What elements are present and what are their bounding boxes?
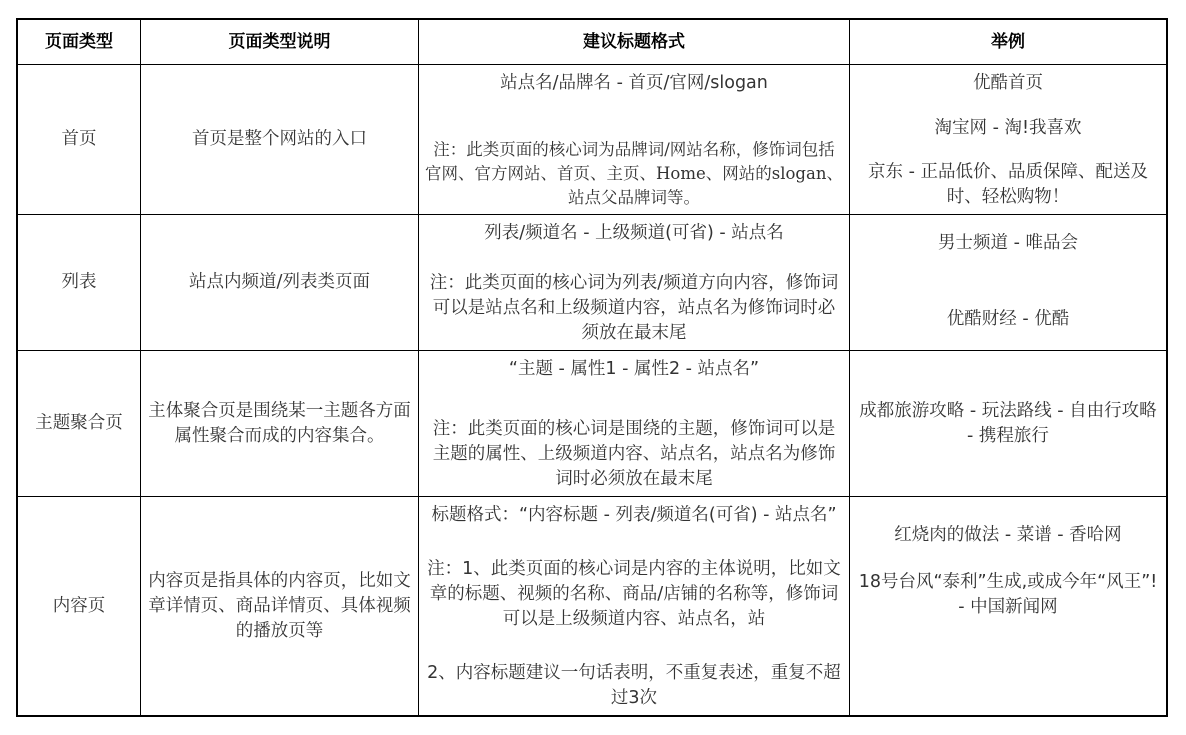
header-page-type: 页面类型: [18, 20, 141, 65]
example-item: 京东 - 正品低价、品质保障、配送及时、轻松购物！: [868, 162, 1148, 207]
example-item: 红烧肉的做法 - 菜谱 - 香哈网: [894, 525, 1122, 545]
row-topic-format: “主题 - 属性1 - 属性2 - 站点名”: [508, 359, 760, 379]
row-content-format: 标题格式：“内容标题 - 列表/频道名(可省) - 站点名”: [431, 505, 837, 525]
row-list-examples: [850, 215, 1166, 351]
row-list-type: 列表: [18, 215, 141, 351]
row-content-desc: 内容页是指具体的内容页，比如文章详情页、商品详情页、具体视频的播放页等: [141, 497, 419, 715]
row-content-type: 内容页: [18, 497, 141, 715]
seo-title-table: [16, 18, 1168, 717]
row-home-type: 首页: [18, 65, 141, 215]
header-example: 举例: [850, 20, 1166, 65]
example-item: 成都旅游攻略 - 玩法路线 - 自由行攻略 - 携程旅行: [859, 400, 1157, 446]
row-home-format-cell: [419, 65, 850, 215]
row-topic-examples: [850, 351, 1166, 497]
row-topic-format-cell: [419, 351, 850, 497]
row-home-format: 站点名/品牌名 - 首页/官网/slogan: [500, 73, 768, 93]
row-content-note: 注：1、此类页面的核心词是内容的主体说明，比如文章的标题、视频的名称、商品/店铺的名称等，修饰词可以是上级频道内容、站点名，站: [427, 559, 841, 629]
row-list-format: 列表/频道名 - 上级频道(可省) - 站点名: [484, 223, 784, 243]
row-content-note-2: 2、内容标题建议一句话表明，不重复表述，重复不超过3次: [427, 663, 841, 708]
row-topic-type: 主题聚合页: [18, 351, 141, 497]
row-topic-note: 注：此类页面的核心词是围绕的主题，修饰词可以是主题的属性、上级频道内容、站点名，站点名为修饰词时必须放在最末尾: [432, 419, 836, 489]
row-content-format-cell: [419, 497, 850, 715]
row-list-note: 注：此类页面的核心词为列表/频道方向内容，修饰词可以是站点名和上级频道内容，站点名为修饰词时必须放在最末尾: [429, 273, 839, 343]
header-page-desc: 页面类型说明: [141, 20, 419, 65]
row-home-note: 注：此类页面的核心词为品牌词/网站名称，修饰词包括官网、官方网站、首页、主页、Home、网站的slogan、站点父品牌词等。: [425, 140, 843, 207]
row-home-examples: [850, 65, 1166, 215]
example-item: 优酷财经 - 优酷: [946, 309, 1070, 329]
example-item: 优酷首页: [973, 73, 1043, 93]
header-title-format: 建议标题格式: [419, 20, 850, 65]
example-item: 18号台风“泰利”生成,或成今年“风王”! - 中国新闻网: [858, 572, 1158, 617]
row-content-examples: [850, 497, 1166, 715]
row-list-format-cell: [419, 215, 850, 351]
row-topic-desc: 主体聚合页是围绕某一主题各方面属性聚合而成的内容集合。: [141, 351, 419, 497]
example-item: 男士频道 - 唯品会: [938, 233, 1078, 253]
example-item: 淘宝网 - 淘!我喜欢: [934, 117, 1082, 138]
row-list-desc: 站点内频道/列表类页面: [141, 215, 419, 351]
row-home-desc: 首页是整个网站的入口: [141, 65, 419, 215]
